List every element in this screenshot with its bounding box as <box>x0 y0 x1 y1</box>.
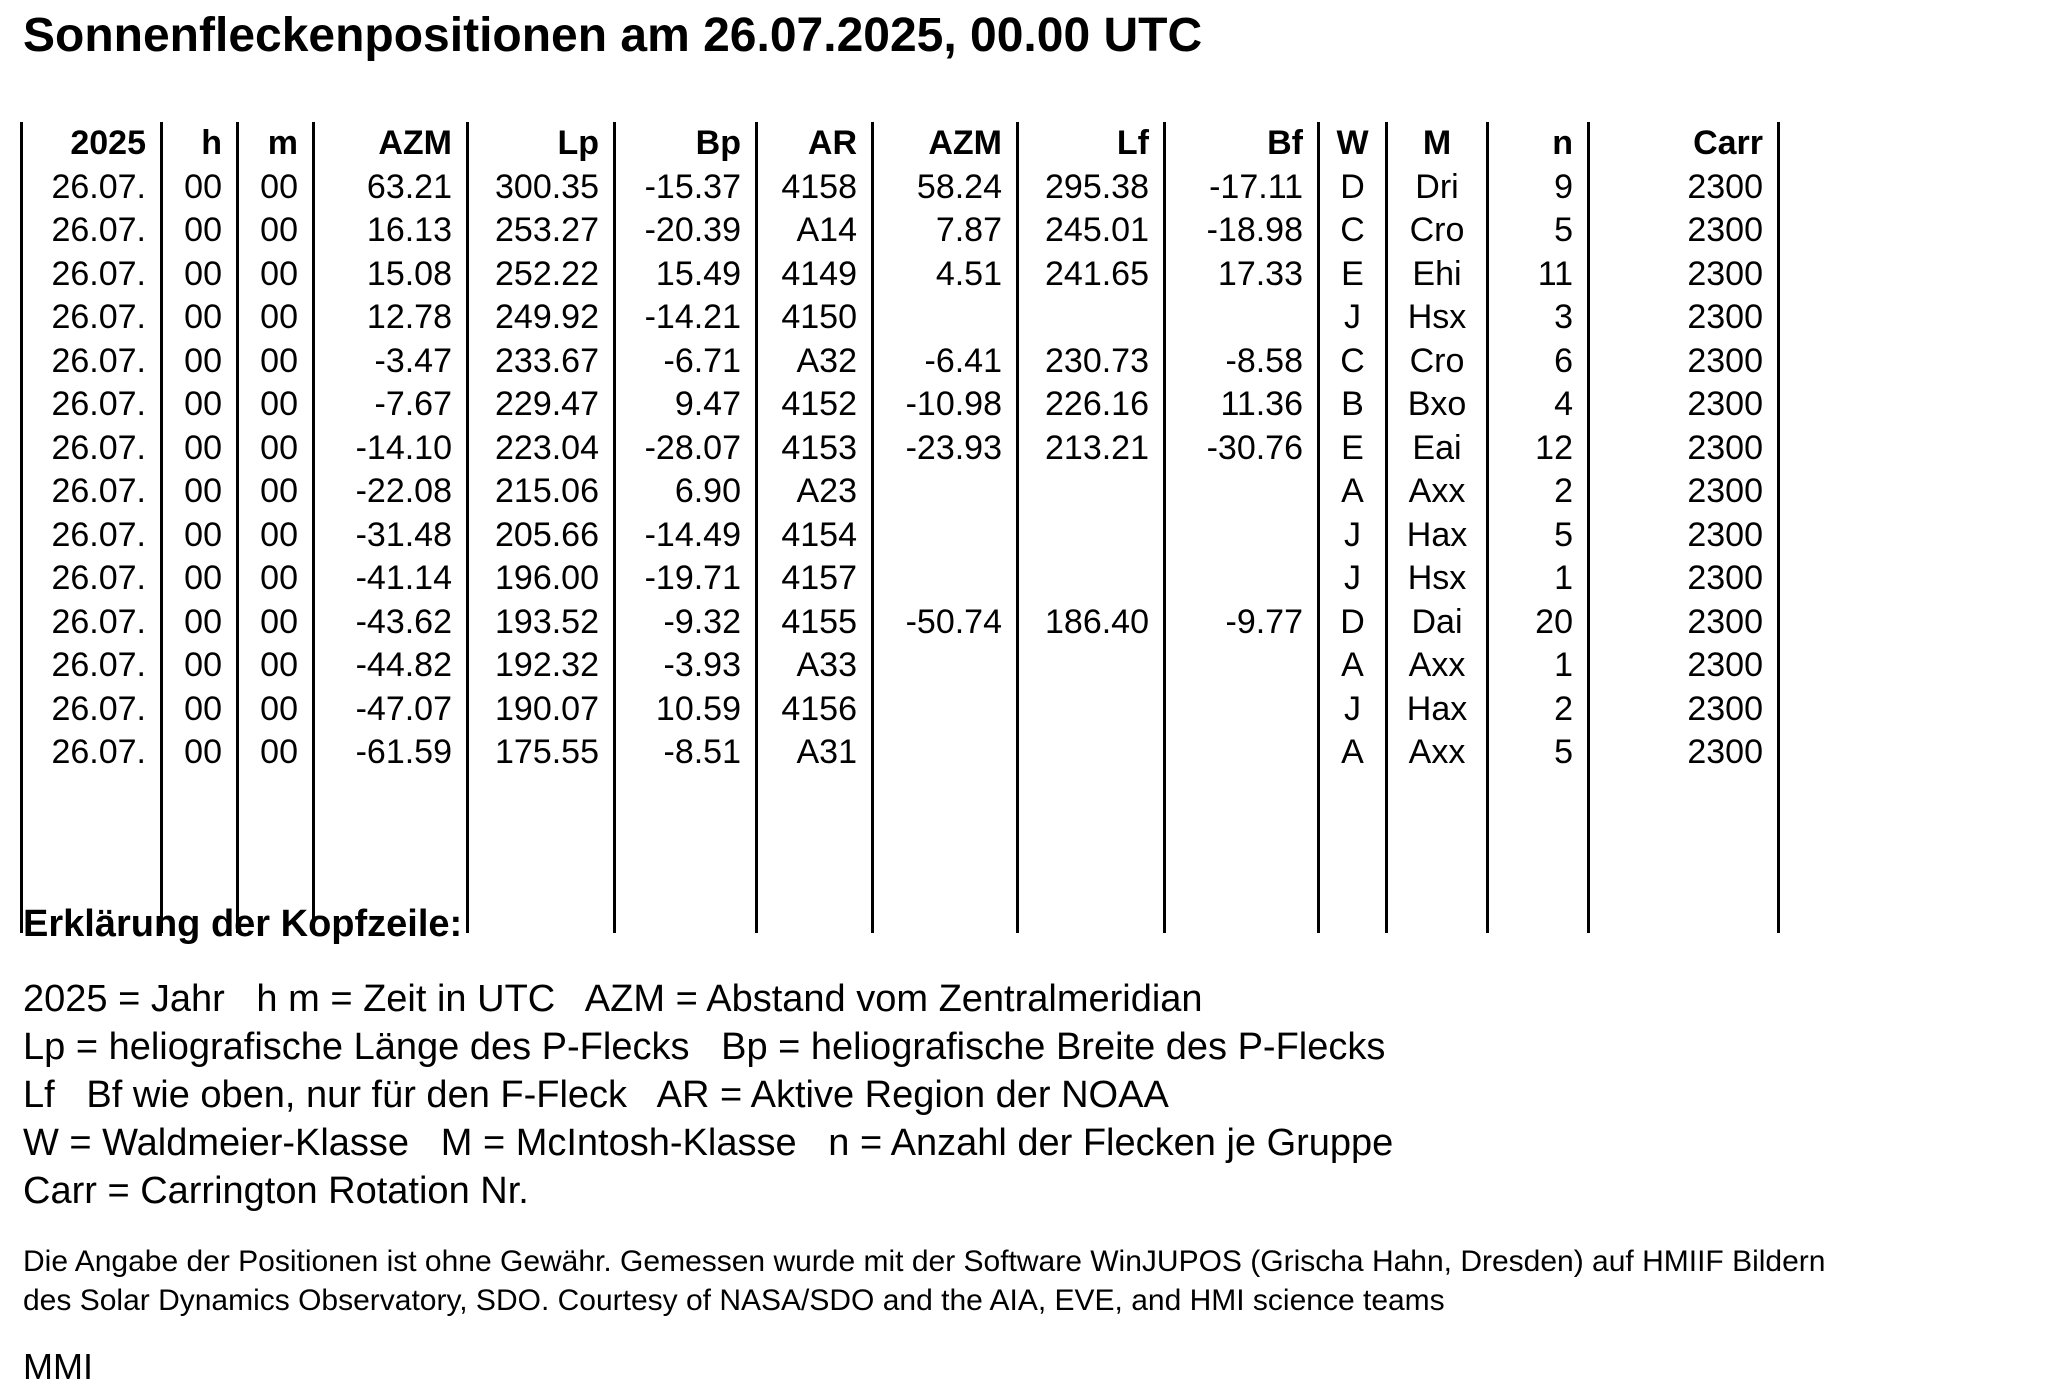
table-row <box>22 644 1779 688</box>
cell-ar: 4155 <box>757 601 873 645</box>
cell-lf <box>1018 688 1165 732</box>
cell-count: 11 <box>1488 253 1589 297</box>
explanation-heading: Erklärung der Kopfzeile: <box>23 903 463 945</box>
cell-bp: 6.90 <box>615 470 757 514</box>
explanation-line: 2025 = Jahr h m = Zeit in UTC AZM = Abstand vom Zentralmeridian <box>23 978 1203 1020</box>
cell-ar: A31 <box>757 731 873 775</box>
cell-azm-p: -61.59 <box>314 731 468 775</box>
cell-lp: 252.22 <box>468 253 615 297</box>
cell-azm-f <box>873 296 1018 340</box>
cell-mcintosh: Hax <box>1387 514 1488 558</box>
cell-azm-p: -31.48 <box>314 514 468 558</box>
cell-hour: 00 <box>162 644 238 688</box>
cell-lf: 230.73 <box>1018 340 1165 384</box>
cell-minute: 00 <box>238 731 314 775</box>
cell-minute: 00 <box>238 644 314 688</box>
cell-date: 26.07. <box>22 601 162 645</box>
cell-mcintosh: Ehi <box>1387 253 1488 297</box>
cell-lf: 213.21 <box>1018 427 1165 471</box>
cell-lp: 196.00 <box>468 557 615 601</box>
cell-bp: -9.32 <box>615 601 757 645</box>
cell-carrington: 2300 <box>1589 731 1779 775</box>
column-header-ar: AR <box>757 122 873 166</box>
table-row <box>22 296 1779 340</box>
cell-mcintosh: Axx <box>1387 470 1488 514</box>
cell-bp: -8.51 <box>615 731 757 775</box>
cell-lf: 295.38 <box>1018 166 1165 210</box>
cell-carrington: 2300 <box>1589 601 1779 645</box>
cell-mcintosh: Hax <box>1387 688 1488 732</box>
cell-carrington: 2300 <box>1589 644 1779 688</box>
cell-azm-p: -43.62 <box>314 601 468 645</box>
cell-bf <box>1165 296 1319 340</box>
empty-cell <box>468 775 615 933</box>
cell-date: 26.07. <box>22 688 162 732</box>
cell-lf <box>1018 514 1165 558</box>
column-header-carrington: Carr <box>1589 122 1779 166</box>
cell-waldmeier: D <box>1319 601 1387 645</box>
cell-bp: 15.49 <box>615 253 757 297</box>
cell-bp: 10.59 <box>615 688 757 732</box>
column-header-bf: Bf <box>1165 122 1319 166</box>
cell-mcintosh: Axx <box>1387 731 1488 775</box>
header-row <box>22 122 1779 166</box>
cell-azm-p: -44.82 <box>314 644 468 688</box>
cell-minute: 00 <box>238 601 314 645</box>
cell-hour: 00 <box>162 470 238 514</box>
cell-carrington: 2300 <box>1589 253 1779 297</box>
cell-lp: 229.47 <box>468 383 615 427</box>
cell-bp: -14.21 <box>615 296 757 340</box>
page-title: Sonnenfleckenpositionen am 26.07.2025, 00.00 UTC <box>23 9 1203 62</box>
cell-bp: -14.49 <box>615 514 757 558</box>
cell-mcintosh: Cro <box>1387 340 1488 384</box>
cell-azm-f: -10.98 <box>873 383 1018 427</box>
cell-bf: -9.77 <box>1165 601 1319 645</box>
cell-carrington: 2300 <box>1589 514 1779 558</box>
cell-waldmeier: E <box>1319 253 1387 297</box>
cell-lp: 233.67 <box>468 340 615 384</box>
cell-carrington: 2300 <box>1589 166 1779 210</box>
cell-lp: 192.32 <box>468 644 615 688</box>
column-header-mcintosh: M <box>1387 122 1488 166</box>
cell-lf: 226.16 <box>1018 383 1165 427</box>
cell-bf <box>1165 731 1319 775</box>
cell-hour: 00 <box>162 601 238 645</box>
cell-mcintosh: Dai <box>1387 601 1488 645</box>
cell-lf <box>1018 296 1165 340</box>
cell-mcintosh: Eai <box>1387 427 1488 471</box>
cell-bf: -18.98 <box>1165 209 1319 253</box>
cell-hour: 00 <box>162 296 238 340</box>
cell-bf: -8.58 <box>1165 340 1319 384</box>
cell-minute: 00 <box>238 209 314 253</box>
cell-bf <box>1165 470 1319 514</box>
cell-azm-p: 63.21 <box>314 166 468 210</box>
cell-hour: 00 <box>162 340 238 384</box>
cell-bp: -20.39 <box>615 209 757 253</box>
cell-waldmeier: A <box>1319 470 1387 514</box>
cell-mcintosh: Hsx <box>1387 296 1488 340</box>
column-header-azm-f: AZM <box>873 122 1018 166</box>
cell-azm-f <box>873 514 1018 558</box>
cell-waldmeier: J <box>1319 688 1387 732</box>
sunspot-table-container <box>20 122 1780 933</box>
cell-minute: 00 <box>238 383 314 427</box>
cell-azm-p: -22.08 <box>314 470 468 514</box>
cell-date: 26.07. <box>22 644 162 688</box>
cell-date: 26.07. <box>22 470 162 514</box>
cell-date: 26.07. <box>22 557 162 601</box>
table-row <box>22 731 1779 775</box>
cell-lf: 241.65 <box>1018 253 1165 297</box>
cell-waldmeier: A <box>1319 644 1387 688</box>
cell-bf <box>1165 557 1319 601</box>
column-header-waldmeier: W <box>1319 122 1387 166</box>
cell-carrington: 2300 <box>1589 383 1779 427</box>
cell-azm-p: -14.10 <box>314 427 468 471</box>
table-row <box>22 557 1779 601</box>
empty-cell <box>1018 775 1165 933</box>
cell-hour: 00 <box>162 253 238 297</box>
cell-ar: 4152 <box>757 383 873 427</box>
cell-mcintosh: Bxo <box>1387 383 1488 427</box>
cell-hour: 00 <box>162 427 238 471</box>
cell-hour: 00 <box>162 514 238 558</box>
cell-lf: 245.01 <box>1018 209 1165 253</box>
explanation-line: Carr = Carrington Rotation Nr. <box>23 1170 529 1212</box>
cell-carrington: 2300 <box>1589 209 1779 253</box>
explanation-line: W = Waldmeier-Klasse M = McIntosh-Klasse n = Anzahl der Flecken je Gruppe <box>23 1122 1394 1164</box>
cell-bp: -15.37 <box>615 166 757 210</box>
column-header-azm-p: AZM <box>314 122 468 166</box>
table-row <box>22 470 1779 514</box>
cell-bf: 17.33 <box>1165 253 1319 297</box>
column-header-bp: Bp <box>615 122 757 166</box>
cell-lp: 175.55 <box>468 731 615 775</box>
cell-lf: 186.40 <box>1018 601 1165 645</box>
cell-azm-p: 15.08 <box>314 253 468 297</box>
cell-hour: 00 <box>162 731 238 775</box>
cell-minute: 00 <box>238 166 314 210</box>
cell-ar: A14 <box>757 209 873 253</box>
column-header-minute: m <box>238 122 314 166</box>
cell-lp: 249.92 <box>468 296 615 340</box>
cell-count: 6 <box>1488 340 1589 384</box>
cell-lp: 253.27 <box>468 209 615 253</box>
cell-carrington: 2300 <box>1589 296 1779 340</box>
table-row <box>22 514 1779 558</box>
cell-date: 26.07. <box>22 427 162 471</box>
cell-ar: A33 <box>757 644 873 688</box>
cell-azm-f: -6.41 <box>873 340 1018 384</box>
cell-mcintosh: Dri <box>1387 166 1488 210</box>
cell-count: 2 <box>1488 688 1589 732</box>
table-row <box>22 209 1779 253</box>
cell-minute: 00 <box>238 253 314 297</box>
cell-lp: 190.07 <box>468 688 615 732</box>
cell-bp: -6.71 <box>615 340 757 384</box>
cell-lp: 300.35 <box>468 166 615 210</box>
cell-bf <box>1165 688 1319 732</box>
cell-minute: 00 <box>238 427 314 471</box>
cell-bf: -17.11 <box>1165 166 1319 210</box>
cell-count: 20 <box>1488 601 1589 645</box>
cell-minute: 00 <box>238 514 314 558</box>
column-header-lf: Lf <box>1018 122 1165 166</box>
cell-azm-f <box>873 731 1018 775</box>
cell-minute: 00 <box>238 340 314 384</box>
cell-count: 3 <box>1488 296 1589 340</box>
cell-lf <box>1018 644 1165 688</box>
cell-count: 5 <box>1488 209 1589 253</box>
cell-bf <box>1165 644 1319 688</box>
cell-date: 26.07. <box>22 340 162 384</box>
cell-ar: 4150 <box>757 296 873 340</box>
table-header <box>22 122 1779 166</box>
cell-minute: 00 <box>238 470 314 514</box>
cell-ar: 4158 <box>757 166 873 210</box>
cell-azm-f: -23.93 <box>873 427 1018 471</box>
table-row <box>22 166 1779 210</box>
cell-lp: 223.04 <box>468 427 615 471</box>
cell-count: 12 <box>1488 427 1589 471</box>
cell-azm-f: 58.24 <box>873 166 1018 210</box>
cell-waldmeier: D <box>1319 166 1387 210</box>
cell-carrington: 2300 <box>1589 557 1779 601</box>
cell-azm-f <box>873 470 1018 514</box>
table-row <box>22 688 1779 732</box>
cell-date: 26.07. <box>22 296 162 340</box>
empty-cell <box>1387 775 1488 933</box>
cell-azm-p: -41.14 <box>314 557 468 601</box>
cell-bp: 9.47 <box>615 383 757 427</box>
cell-count: 2 <box>1488 470 1589 514</box>
cell-waldmeier: C <box>1319 209 1387 253</box>
cell-carrington: 2300 <box>1589 340 1779 384</box>
cell-azm-f: 7.87 <box>873 209 1018 253</box>
cell-ar: A23 <box>757 470 873 514</box>
cell-hour: 00 <box>162 688 238 732</box>
cell-waldmeier: J <box>1319 296 1387 340</box>
cell-waldmeier: A <box>1319 731 1387 775</box>
disclaimer-line: Die Angabe der Positionen ist ohne Gewähr. Gemessen wurde mit der Software WinJUPOS (Grischa Hahn, Dresden) auf HMIIF Bildern <box>23 1245 1826 1278</box>
cell-azm-f <box>873 644 1018 688</box>
empty-cell <box>1589 775 1779 933</box>
cell-hour: 00 <box>162 383 238 427</box>
cell-date: 26.07. <box>22 253 162 297</box>
cell-date: 26.07. <box>22 166 162 210</box>
cell-minute: 00 <box>238 557 314 601</box>
explanation-line: Lf Bf wie oben, nur für den F-Fleck AR = Aktive Region der NOAA <box>23 1074 1169 1116</box>
cell-ar: 4157 <box>757 557 873 601</box>
cell-azm-p: -3.47 <box>314 340 468 384</box>
cell-count: 5 <box>1488 514 1589 558</box>
cell-mcintosh: Hsx <box>1387 557 1488 601</box>
cell-hour: 00 <box>162 557 238 601</box>
cell-carrington: 2300 <box>1589 427 1779 471</box>
cell-azm-p: -7.67 <box>314 383 468 427</box>
cell-date: 26.07. <box>22 383 162 427</box>
empty-cell <box>1319 775 1387 933</box>
cell-count: 4 <box>1488 383 1589 427</box>
table-row <box>22 383 1779 427</box>
cell-ar: 4156 <box>757 688 873 732</box>
signature: MMI <box>23 1346 93 1387</box>
column-header-count: n <box>1488 122 1589 166</box>
cell-mcintosh: Axx <box>1387 644 1488 688</box>
cell-waldmeier: B <box>1319 383 1387 427</box>
cell-waldmeier: E <box>1319 427 1387 471</box>
cell-lp: 215.06 <box>468 470 615 514</box>
cell-minute: 00 <box>238 688 314 732</box>
cell-count: 1 <box>1488 644 1589 688</box>
empty-cell <box>1165 775 1319 933</box>
cell-count: 5 <box>1488 731 1589 775</box>
explanation-block <box>23 975 1393 1215</box>
disclaimer-line: des Solar Dynamics Observatory, SDO. Courtesy of NASA/SDO and the AIA, EVE, and HMI science teams <box>23 1284 1445 1317</box>
table-row <box>22 601 1779 645</box>
cell-count: 1 <box>1488 557 1589 601</box>
table-row <box>22 340 1779 384</box>
column-header-date: 2025 <box>22 122 162 166</box>
empty-cell <box>873 775 1018 933</box>
cell-ar: 4154 <box>757 514 873 558</box>
cell-ar: 4153 <box>757 427 873 471</box>
cell-lp: 193.52 <box>468 601 615 645</box>
sunspot-table <box>20 122 1780 933</box>
cell-carrington: 2300 <box>1589 688 1779 732</box>
table-row <box>22 253 1779 297</box>
cell-azm-f <box>873 557 1018 601</box>
cell-azm-p: 16.13 <box>314 209 468 253</box>
cell-hour: 00 <box>162 209 238 253</box>
cell-minute: 00 <box>238 296 314 340</box>
cell-bp: -28.07 <box>615 427 757 471</box>
cell-date: 26.07. <box>22 731 162 775</box>
cell-date: 26.07. <box>22 514 162 558</box>
cell-ar: 4149 <box>757 253 873 297</box>
column-header-lp: Lp <box>468 122 615 166</box>
cell-waldmeier: J <box>1319 514 1387 558</box>
disclaimer <box>23 1242 1825 1320</box>
cell-azm-f: 4.51 <box>873 253 1018 297</box>
table-row <box>22 427 1779 471</box>
cell-azm-p: -47.07 <box>314 688 468 732</box>
cell-lp: 205.66 <box>468 514 615 558</box>
cell-bf: 11.36 <box>1165 383 1319 427</box>
explanation-line: Lp = heliografische Länge des P-Flecks Bp = heliografische Breite des P-Flecks <box>23 1026 1386 1068</box>
cell-lf <box>1018 731 1165 775</box>
cell-waldmeier: J <box>1319 557 1387 601</box>
cell-count: 9 <box>1488 166 1589 210</box>
cell-azm-p: 12.78 <box>314 296 468 340</box>
table-body <box>22 166 1779 933</box>
cell-bp: -19.71 <box>615 557 757 601</box>
cell-waldmeier: C <box>1319 340 1387 384</box>
cell-ar: A32 <box>757 340 873 384</box>
column-header-hour: h <box>162 122 238 166</box>
cell-bf: -30.76 <box>1165 427 1319 471</box>
empty-cell <box>757 775 873 933</box>
cell-carrington: 2300 <box>1589 470 1779 514</box>
cell-azm-f: -50.74 <box>873 601 1018 645</box>
empty-cell <box>615 775 757 933</box>
empty-cell <box>1488 775 1589 933</box>
cell-lf <box>1018 557 1165 601</box>
cell-date: 26.07. <box>22 209 162 253</box>
cell-bf <box>1165 514 1319 558</box>
cell-bp: -3.93 <box>615 644 757 688</box>
cell-azm-f <box>873 688 1018 732</box>
cell-lf <box>1018 470 1165 514</box>
cell-hour: 00 <box>162 166 238 210</box>
cell-mcintosh: Cro <box>1387 209 1488 253</box>
